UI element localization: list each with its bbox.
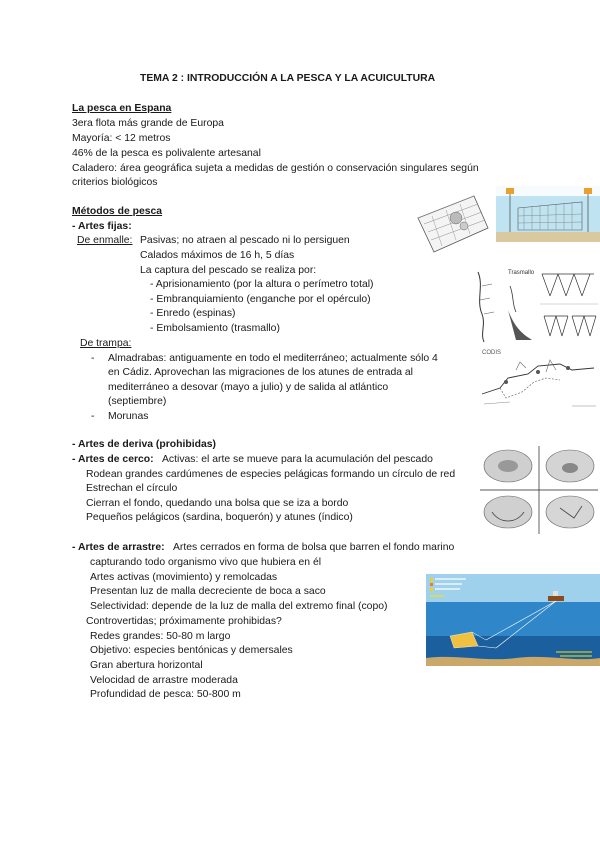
text-line: Rodean grandes cardúmenes de especies pelágicas formando un círculo de red [86,469,456,480]
list-item: Morunas [108,411,149,422]
text-line: Objetivo: especies bentónicas y demersales [90,645,293,656]
text-line: Velocidad de arrastre moderada [90,675,238,686]
list-item: Almadrabas: antiguamente en todo el mediterráneo; actualmente sólo 4 [108,353,438,364]
text-line: Estrechan el círculo [86,483,178,494]
almadraba-caption: CODIS [482,350,502,356]
text-line: Redes grandes: 50-80 m largo [90,631,231,642]
list-item: (septiembre) [108,396,167,407]
subheading-artes-fijas: - Artes fijas: [72,221,132,232]
page-title: TEMA 2 : INTRODUCCIÓN A LA PESCA Y LA ACUICULTURA [140,73,436,84]
text-line: 46% de la pesca es polivalente artesanal [72,148,261,159]
text-line: Profundidad de pesca: 50-800 m [90,689,241,700]
text-line: - Embranquiamiento (enganche por el opérculo) [150,294,371,305]
text-line: Artes activas (movimiento) y remolcadas [90,572,278,583]
label-enmalle: De enmalle: [77,235,133,246]
text-line: 3era flota más grande de Europa [72,118,224,129]
text-line: Cierran el fondo, quedando una bolsa que se iza a bordo [86,498,349,509]
trasmallo-label: Trasmallo [508,270,535,276]
list-item: mediterráneo a desovar (mayo a julio) y de salida al atlántico [108,382,389,393]
text-line: - Aprisionamiento (por la altura o perímetro total) [150,279,374,290]
purse-seine-figure [478,444,600,536]
text-line: Presentan luz de malla decreciente de boca a saco [90,586,326,597]
label-trampa: De trampa: [80,338,132,349]
list-bullet: - [91,411,95,422]
list-item: en Cádiz. Aprovechan las migraciones de los atunes de entrada al [108,367,413,378]
almadraba-map-figure [476,348,600,414]
text-line: capturando todo organismo vivo que hubiera en él [90,557,322,568]
text-line: Calados máximos de 16 h, 5 días [140,250,295,261]
section-heading-pesca-espana: La pesca en Espana [72,103,172,114]
text-line: Mayoría: < 12 metros [72,133,171,144]
trasmallo-net-figure [472,266,600,344]
text-line: Controvertidas; próximamente prohibidas? [86,616,282,627]
text-line: La captura del pescado se realiza por: [140,265,317,276]
trawl-diagram-figure [426,574,600,666]
text-line: Pequeños pelágicos (sardina, boquerón) y atunes (índico) [86,512,353,523]
text-line: Gran abertura horizontal [90,660,203,671]
text-line: Artes cerrados en forma de bolsa que barren el fondo marino [173,542,455,553]
text-line: Pasivas; no atraen al pescado ni lo persiguen [140,235,350,246]
text-line: - Enredo (espinas) [150,308,236,319]
text-line: criterios biológicos [72,177,158,188]
set-gillnet-water-figure [496,186,600,242]
subheading-cerco: - Artes de cerco: [72,454,154,465]
subheading-deriva: - Artes de deriva (prohibidas) [72,439,216,450]
subheading-arrastre: - Artes de arrastre: [72,542,165,553]
section-heading-metodos: Métodos de pesca [72,206,163,217]
text-line: - Embolsamiento (trasmallo) [150,323,280,334]
text-line: Activas: el arte se mueve para la acumulación del pescado [162,454,433,465]
text-line: Selectividad: depende de la luz de malla del extremo final (copo) [90,601,388,612]
text-line: Caladero: área geográfica sujeta a medidas de gestión o conservación singulares según [72,163,479,174]
list-bullet: - [91,353,95,364]
gillnet-sketch-figure [412,188,492,260]
